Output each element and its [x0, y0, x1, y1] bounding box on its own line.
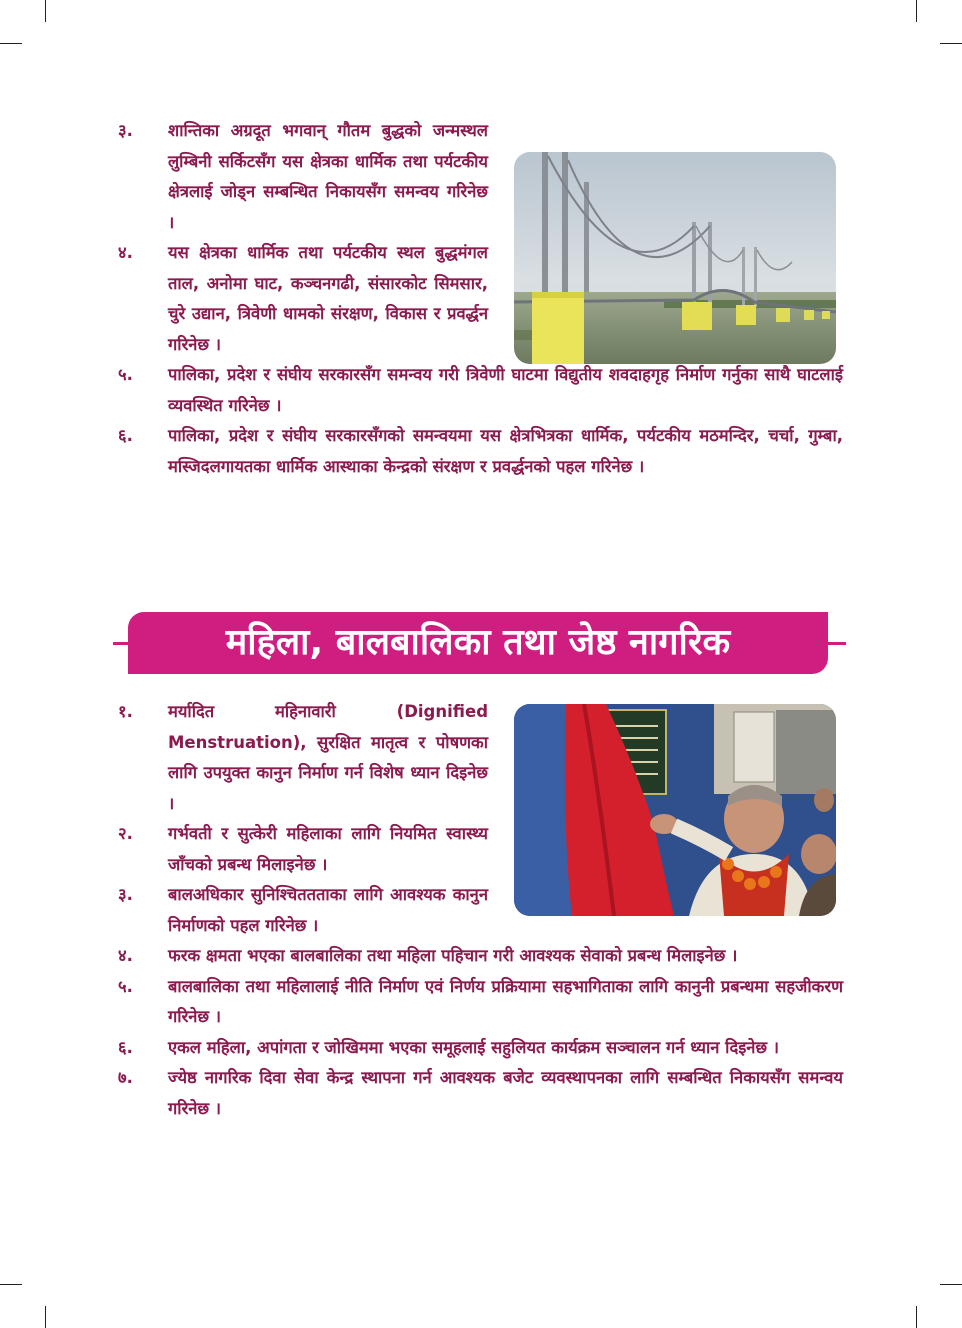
item-number: २. — [118, 824, 133, 843]
item-text: मर्यादित महिनावारी (Dignified Menstruation), सुरक्षित मातृत्व र पोषणका लागि उपयुक्त कानुन निर्माण गर्न विशेष ध्यान दिइनेछ । — [168, 702, 488, 813]
item-text: ज्येष्ठ नागरिक दिवा सेवा केन्द्र स्थापना गर्न आवश्यक बजेट व्यवस्थापनका लागि सम्बन्धित निकायसँग समन्वय गरिनेछ । — [168, 1068, 843, 1118]
item-text: बालअधिकार सुनिश्चिततताका लागि आवश्यक कानुन निर्माणको पहल गरिनेछ । — [168, 885, 488, 935]
list-item — [118, 116, 488, 238]
crop-mark — [45, 0, 46, 22]
item-number: ५. — [118, 976, 133, 996]
item-number: ४. — [118, 946, 133, 965]
item-number: ६. — [118, 426, 133, 445]
list-item — [118, 972, 843, 1033]
item-number: ७. — [118, 1068, 133, 1087]
crop-mark — [940, 43, 962, 44]
item-number: ४. — [118, 243, 133, 262]
list-item — [118, 238, 488, 360]
list-item — [118, 880, 488, 941]
item-text: शान्तिका अग्रदूत भगवान् गौतम बुद्धको जन्मस्थल लुम्बिनी सर्किटसँग यस क्षेत्रका धार्मिक तथा पर्यटकीय क्षेत्रलाई जोड्न सम्बन्धित निकायसँग समन्वय गरिनेछ । — [168, 121, 488, 232]
crop-mark — [916, 0, 917, 22]
list-item — [118, 941, 843, 972]
crop-mark — [0, 1284, 22, 1285]
item-text: एकल महिला, अपांगता र जोखिममा भएका समूहलाई सहुलियत कार्यक्रम सञ्चालन गर्न ध्यान दिइनेछ । — [168, 1037, 780, 1057]
list-item — [118, 421, 843, 482]
plaque-unveiling-photo — [514, 704, 836, 916]
list-item — [118, 1033, 843, 1064]
section-banner: महिला, बालबालिका तथा जेष्ठ नागरिक — [128, 612, 828, 674]
item-number: ६. — [118, 1037, 133, 1057]
item-number: ३. — [118, 121, 133, 140]
item-text: फरक क्षमता भएका बालबालिका तथा महिला पहिचान गरी आवश्यक सेवाको प्रबन्ध मिलाइनेछ । — [168, 946, 738, 965]
crop-mark — [916, 1306, 917, 1328]
item-text: पालिका, प्रदेश र संघीय सरकारसँगको समन्वयमा यस क्षेत्रभित्रका धार्मिक, पर्यटकीय मठमन्दिर, चर्चा, गुम्बा, मस्जिदलगायतका धार्मिक आस्थाका केन्द्रको संरक्षण र प्रवर्द्धनको पहल गरिनेछ । — [168, 426, 843, 476]
suspension-bridge-photo — [514, 152, 836, 364]
crop-mark — [940, 1284, 962, 1285]
item-text: बालबालिका तथा महिलालाई नीति निर्माण एवं निर्णय प्रक्रियामा सहभागिताका लागि कानुनी प्रबन्धमा सहजीकरण गरिनेछ । — [168, 976, 843, 1026]
item-number: ५. — [118, 365, 133, 384]
list-item — [118, 819, 488, 880]
item-text: यस क्षेत्रका धार्मिक तथा पर्यटकीय स्थल बुद्धमंगल ताल, अनोमा घाट, कञ्चनगढी, संसारकोट सिमसार, चुरे उद्यान, त्रिवेणी धामको संरक्षण, विकास र प्रवर्द्धन गरिनेछ । — [168, 243, 488, 354]
list-item — [118, 1063, 843, 1124]
item-number: ३. — [118, 885, 133, 904]
crop-mark — [0, 43, 22, 44]
item-text: गर्भवती र सुत्केरी महिलाका लागि नियमित स्वास्थ्य जाँचको प्रबन्ध मिलाइनेछ । — [168, 824, 488, 874]
item-number: १. — [118, 702, 133, 721]
list-item — [118, 697, 488, 819]
item-text: पालिका, प्रदेश र संघीय सरकारसँग समन्वय गरी त्रिवेणी घाटमा विद्युतीय शवदाहगृह निर्माण गर्नुका साथै घाटलाई व्यवस्थित गरिनेछ । — [168, 365, 843, 415]
list-item — [118, 360, 843, 421]
crop-mark — [45, 1306, 46, 1328]
